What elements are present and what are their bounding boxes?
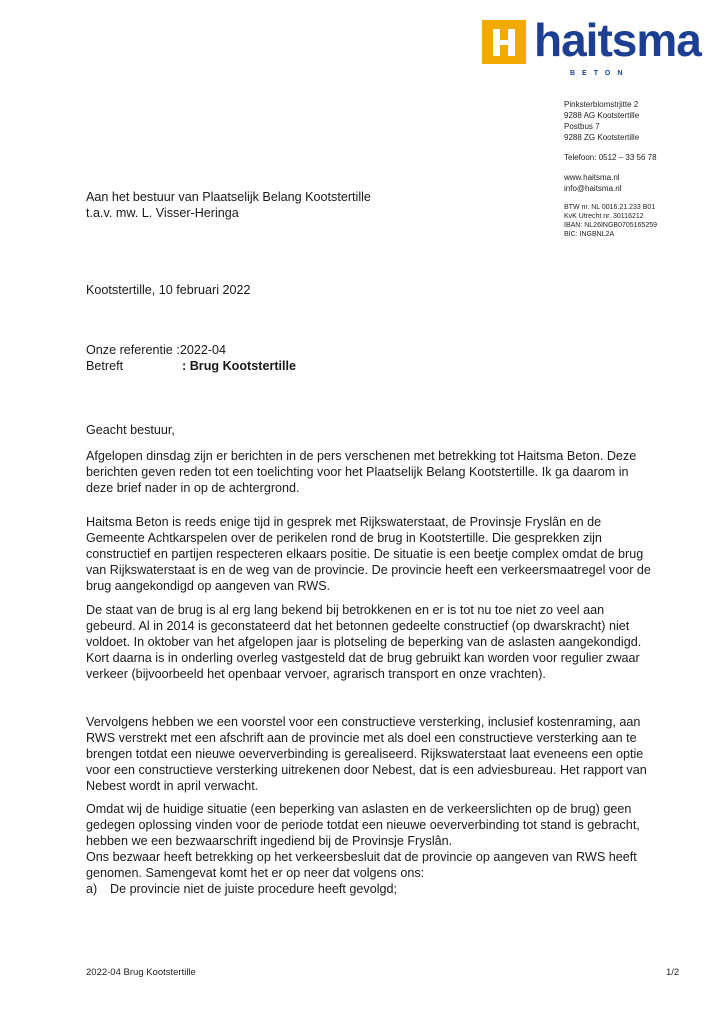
logo-h-mark-icon [482,20,526,64]
list-marker: a) [86,882,98,896]
haitsma-logo [482,14,701,82]
paragraph-text: Vervolgens hebben we een voorstel voor een constructieve versterking, inclusief kostenraming, aan RWS verstrekt met een afschrift aan de provincie met als doel een constructieve versterking aan te brengen totdat een nieuwe oeververbinding is gerealiseerd. Rijkswaterstaat laat eveneens een optie voor een constructieve versterking uitrekenen door Nebest, dat is een adviesbureau. Het rapport van Nebest wordt in april verwacht. [86,715,647,793]
sender-email: info@haitsma.nl [564,184,622,193]
subject-label: Betreft [86,359,124,373]
paragraph-text: Haitsma Beton is reeds enige tijd in gesprek met Rijkswaterstaat, de Provinsje Fryslân en de Gemeente Achtkarspelen over de perikelen rond de brug in Kootstertille. Die gesprekken zijn constructief en partijen respecteren elkaars positie. De situatie is een beetje complex omdat de brug van Rijkswaterstaat is en de weg van de provincie. De provincie heeft een verkeersmaatregel voor de brug aangekondigd op aangeven van RWS. [86,515,651,593]
footer-reference: 2022-04 Brug Kootstertille [86,967,196,978]
paragraph-text: Afgelopen dinsdag zijn er berichten in de pers verschenen met betrekking tot Haitsma Beton. Deze berichten geven reden tot een toelichting voor het Plaatselijk Belang Kootstertille. Ik ga daarom in deze brief nader in op de achtergrond. [86,449,637,495]
sender-postbus: Postbus 7 [564,122,600,131]
subject-value: : Brug Kootstertille [182,359,297,373]
addressee-block [86,189,371,221]
reference-label: Onze referentie : [86,343,180,357]
sender-iban: IBAN: NL26INGB0705165259 [564,222,658,229]
salutation: Geacht bestuur, [86,423,175,437]
page-number: 1/2 [666,967,680,978]
reference-block [86,342,296,374]
paragraph-4 [86,714,652,794]
sender-postcode-city: 9288 AG Kootstertille [564,111,640,120]
addressee-line-2: t.a.v. mw. L. Visser-Heringa [86,206,239,220]
logo-subtitle: BETON [570,70,630,77]
sender-phone: Telefoon: 0512 – 33 56 78 [564,153,657,162]
subject-row [86,358,296,374]
paragraph-3 [86,602,652,682]
paragraph-5 [86,801,652,897]
list-item [86,881,652,897]
paragraph-2 [86,514,652,594]
sender-kvk: KvK Utrecht nr. 30116212 [564,213,644,220]
list-text: De provincie niet de juiste procedure heeft gevolgd; [110,882,398,896]
sender-block [564,99,657,239]
sender-bic: BIC: INGBNL2A [564,231,615,238]
reference-value: 2022-04 [179,343,227,357]
paragraph-text: Ons bezwaar heeft betrekking op het verkeersbesluit dat de provincie op aangeven van RWS heeft genomen. Samengevat komt het er op neer dat volgens ons: [86,850,637,880]
sender-street: Pinksterblomstrjitte 2 [564,100,639,109]
sender-website: www.haitsma.nl [564,173,620,182]
addressee-line-1: Aan het bestuur van Plaatselijk Belang Kootstertille [86,190,371,204]
sender-btw: BTW nr. NL 0016.21.233 B01 [564,204,656,211]
reference-row [86,342,296,358]
paragraph-text: Omdat wij de huidige situatie (een beperking van aslasten en de verkeerslichten op de brug) geen gedegen oplossing vinden voor de periode totdat een nieuwe oeververbinding tot stand is gebracht, hebben we een bezwaarschrift ingediend bij de Provinsje Fryslân. [86,802,640,848]
paragraph-1 [86,448,652,496]
paragraph-text: De staat van de brug is al erg lang bekend bij betrokkenen en er is tot nu toe niet zo veel aan gebeurd. Al in 2014 is geconstateerd dat het betonnen gedeelte constructief (op dwarskracht) niet voldoet. In oktober van het afgelopen jaar is plotseling de beperking van de aslasten aangekondigd. Kort daarna is in onderling overleg vastgesteld dat de brug gebruikt kan worden voor regulier zwaar verkeer (bijvoorbeeld het openbaar vervoer, agrarisch transport en onze vrachten). [86,603,642,681]
sender-postbus-city: 9288 ZG Kootstertille [564,133,640,142]
logo-wordmark: haitsma [534,14,701,66]
letter-date: Kootstertille, 10 februari 2022 [86,283,251,297]
